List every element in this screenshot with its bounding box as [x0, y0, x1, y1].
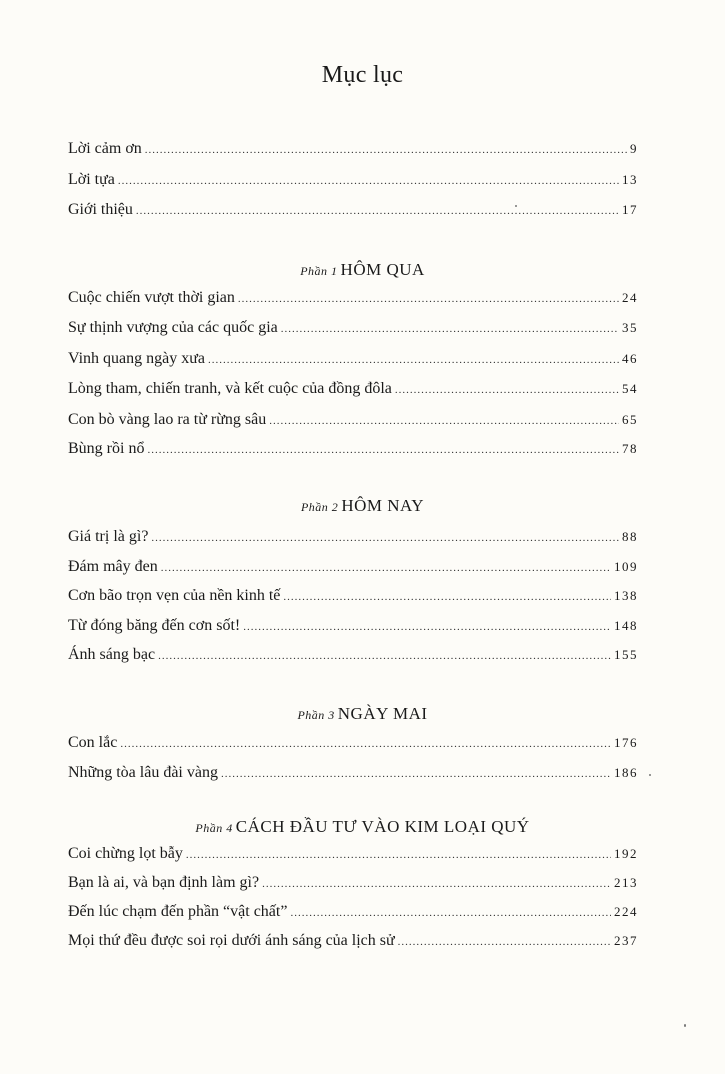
- part-heading: [0, 704, 725, 724]
- toc-entry-title: Cuộc chiến vượt thời gian: [68, 289, 235, 306]
- toc-entry: [68, 140, 638, 164]
- dot-leader: [281, 323, 619, 335]
- dot-leader: [283, 591, 611, 603]
- toc-entry-title: Bạn là ai, và bạn định làm gì?: [68, 874, 260, 891]
- part-title: HÔM QUA: [340, 260, 425, 279]
- part-label: Phần 1: [300, 264, 338, 278]
- toc-entry-title: Những tòa lâu đài vàng: [68, 764, 218, 781]
- dot-leader: [262, 878, 611, 890]
- toc-entry-page: 224: [614, 904, 638, 919]
- toc-entry-title: Coi chừng lọt bẫy: [68, 845, 183, 862]
- part-title: HÔM NAY: [341, 496, 425, 515]
- toc-entry-page: 46: [622, 351, 638, 366]
- toc-entry-page: 213: [614, 875, 638, 890]
- toc-entry-title: Con bò vàng lao ra từ rừng sâu: [68, 411, 267, 428]
- dot-leader: [290, 907, 611, 919]
- toc-entry-title: Sự thịnh vượng của các quốc gia: [68, 319, 278, 336]
- scan-speck: [515, 205, 517, 207]
- dot-leader: [269, 415, 619, 427]
- part-title: CÁCH ĐẦU TƯ VÀO KIM LOẠI QUÝ: [235, 817, 530, 836]
- toc-entry-page: 237: [614, 933, 638, 948]
- toc-entry: [68, 845, 638, 869]
- part-label: Phần 3: [297, 708, 335, 722]
- toc-entry: [68, 617, 638, 641]
- toc-entry-title: Từ đóng băng đến cơn sốt!: [68, 617, 241, 634]
- scan-speck: [649, 774, 651, 776]
- toc-entry-page: 9: [630, 141, 638, 156]
- toc-entry-page: 17: [622, 202, 638, 217]
- dot-leader: [151, 532, 619, 544]
- dot-leader: [158, 650, 611, 662]
- part-label: Phần 2: [300, 500, 339, 514]
- toc-entry: [68, 201, 638, 225]
- dot-leader: [161, 562, 611, 574]
- part-heading: [0, 496, 725, 516]
- toc-entry-title: Giá trị là gì?: [68, 528, 149, 545]
- toc-entry-page: 54: [622, 381, 638, 396]
- toc-entry-title: Ánh sáng bạc: [68, 646, 156, 663]
- toc-entry-title: Bùng rồi nổ: [68, 440, 145, 457]
- dot-leader: [238, 293, 619, 305]
- toc-entry-title: Con lắc: [68, 734, 118, 751]
- toc-entry-page: 24: [622, 290, 638, 305]
- toc-entry-page: 186: [614, 765, 638, 780]
- toc-entry-title: Giới thiệu: [68, 201, 133, 218]
- scan-speck: [684, 1024, 686, 1027]
- dot-leader: [208, 354, 619, 366]
- dot-leader: [221, 768, 611, 780]
- dot-leader: [398, 936, 611, 948]
- toc-entry: [68, 587, 638, 611]
- toc-entry-title: Mọi thứ đều được soi rọi dưới ánh sáng của lịch sử: [68, 932, 395, 949]
- toc-entry: [68, 171, 638, 195]
- dot-leader: [243, 621, 611, 633]
- toc-entry: [68, 932, 638, 956]
- dot-leader: [147, 444, 619, 456]
- dot-leader: [186, 849, 611, 861]
- toc-entry-page: 155: [614, 647, 638, 662]
- toc-entry-page: 109: [614, 559, 638, 574]
- toc-entry-page: 88: [622, 529, 638, 544]
- toc-entry-page: 192: [614, 846, 638, 861]
- toc-entry: [68, 380, 638, 404]
- page-title: Mục lục: [321, 62, 404, 88]
- dot-leader: [118, 175, 619, 187]
- toc-entry: [68, 411, 638, 435]
- dot-leader: [145, 144, 627, 156]
- toc-entry-title: Lòng tham, chiến tranh, và kết cuộc của đồng đôla: [68, 380, 392, 397]
- dot-leader: [136, 205, 619, 217]
- toc-entry-title: Cơn bão trọn vẹn của nền kinh tế: [68, 587, 281, 604]
- toc-entry: [68, 528, 638, 552]
- part-title: NGÀY MAI: [337, 704, 428, 723]
- toc-entry-title: Lời cảm ơn: [68, 140, 142, 157]
- part-heading: [0, 260, 725, 280]
- toc-entry: [68, 350, 638, 374]
- part-label: Phần 4: [195, 821, 233, 835]
- toc-entry: [68, 903, 638, 927]
- toc-entry-page: 35: [622, 320, 638, 335]
- toc-entry: [68, 319, 638, 343]
- toc-entry-title: Đến lúc chạm đến phần “vật chất”: [68, 903, 288, 920]
- toc-entry-page: 148: [614, 618, 638, 633]
- toc-entry: [68, 440, 638, 464]
- toc-entry: [68, 646, 638, 670]
- toc-entry-page: 176: [614, 735, 638, 750]
- toc-entry-title: Đám mây đen: [68, 558, 158, 575]
- toc-entry-page: 138: [614, 588, 638, 603]
- part-heading: [0, 817, 725, 837]
- toc-entry: [68, 289, 638, 313]
- toc-entry-page: 65: [622, 412, 638, 427]
- toc-entry: [68, 874, 638, 898]
- toc-entry: [68, 764, 638, 788]
- toc-entry-page: 78: [622, 441, 638, 456]
- toc-entry-page: 13: [622, 172, 638, 187]
- dot-leader: [120, 738, 611, 750]
- toc-entry-title: Vinh quang ngày xưa: [68, 350, 206, 367]
- toc-entry: [68, 734, 638, 758]
- dot-leader: [395, 384, 619, 396]
- toc-entry-title: Lời tựa: [68, 171, 115, 188]
- toc-entry: [68, 558, 638, 582]
